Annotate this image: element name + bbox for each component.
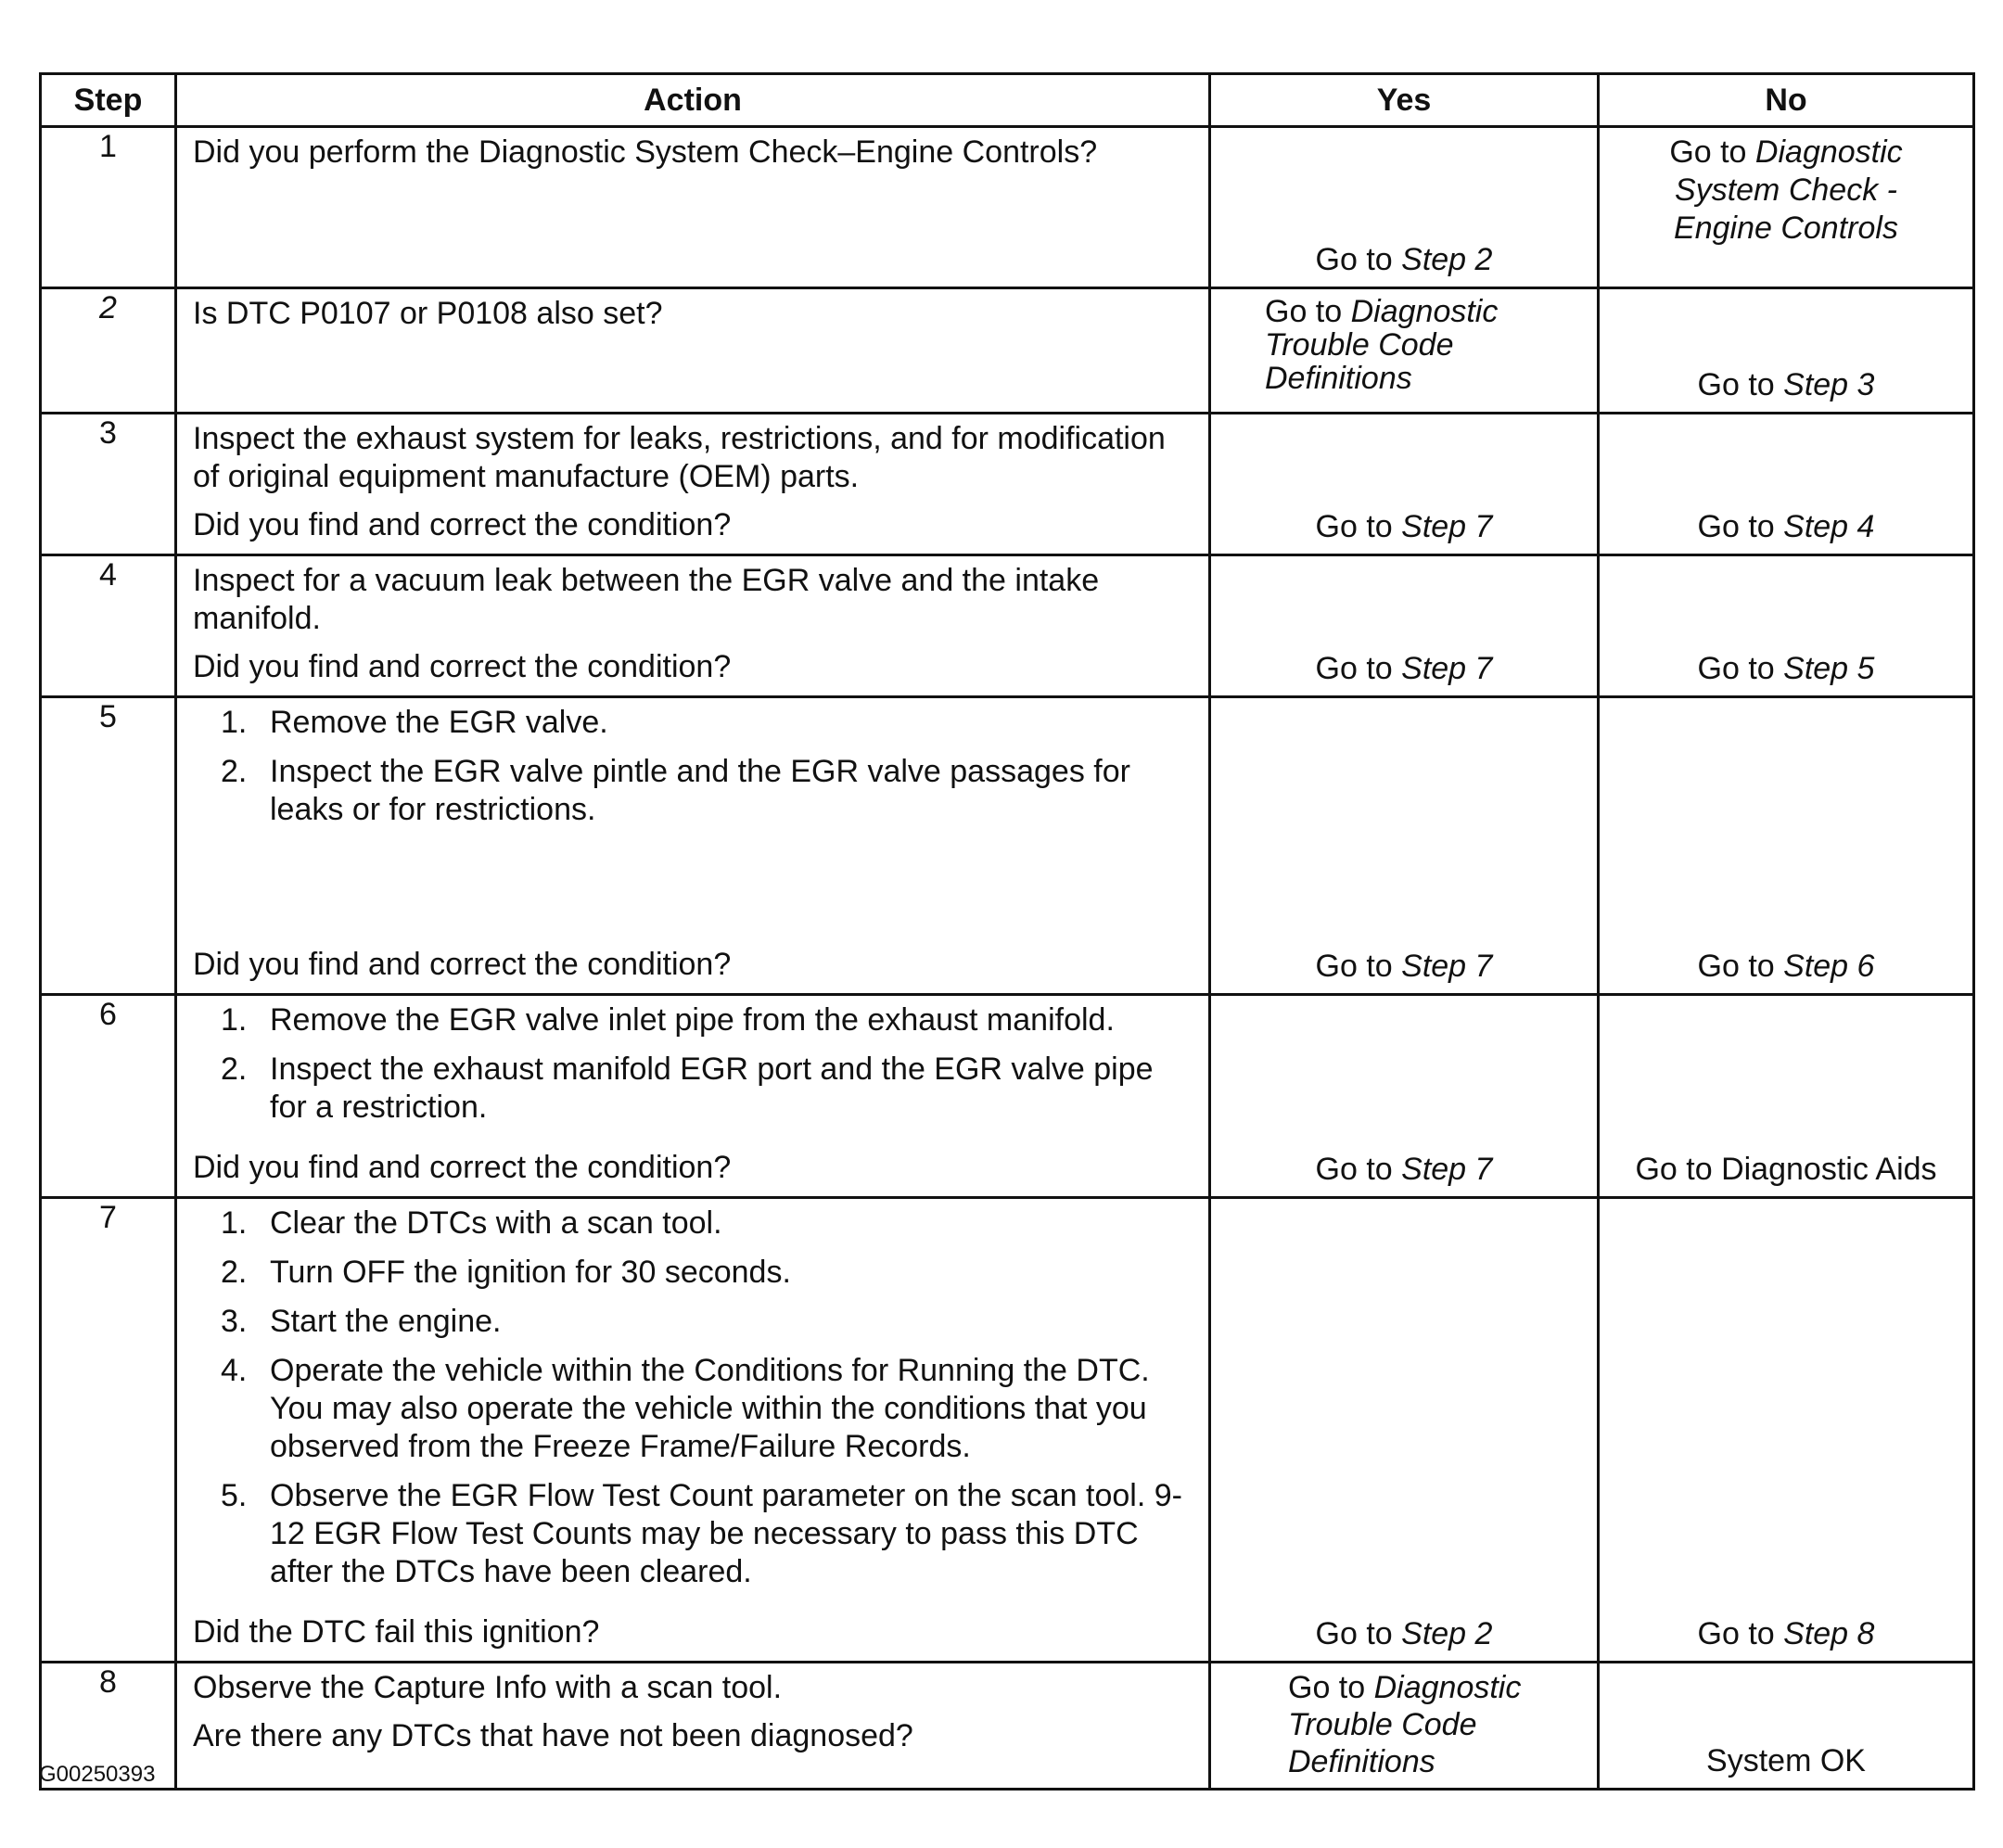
action-text: Inspect the exhaust system for leaks, restrictions, and for modification of original equipment manufacture (OEM) parts. — [193, 421, 1166, 494]
yes-cell — [1210, 555, 1599, 697]
action-cell — [176, 1663, 1210, 1790]
list-item: 3. Start the engine. — [221, 1304, 502, 1339]
no-cell — [1599, 697, 1974, 995]
substep-list — [193, 1204, 1195, 1602]
header-step: Step — [41, 74, 176, 127]
action-text: Observe the Capture Info with a scan tool. — [193, 1670, 783, 1705]
action-question: Did the DTC fail this ignition? — [193, 1614, 600, 1650]
yes-cell — [1210, 1663, 1599, 1790]
step-number: 3 — [41, 414, 176, 555]
no-ref: Step 3 — [1783, 367, 1875, 402]
no-prefix: Go to — [1697, 651, 1784, 686]
no-ref: Diagnostic System Check - Engine Controls — [1674, 134, 1903, 246]
yes-prefix: Go to — [1315, 949, 1402, 984]
yes-ref: Step 2 — [1401, 242, 1493, 277]
list-item: 5. Observe the EGR Flow Test Count parameter on the scan tool. 9-12 EGR Flow Test Counts may be necessary to pass this DTC after the DTCs have been cleared. — [221, 1478, 1182, 1589]
action-question: Did you find and correct the condition? — [193, 649, 732, 684]
substep-list — [193, 704, 1195, 840]
list-item: 1. Remove the EGR valve inlet pipe from the exhaust manifold. — [221, 1002, 1115, 1038]
no-cell — [1599, 127, 1974, 288]
yes-ref: Step 7 — [1401, 1152, 1493, 1187]
no-cell — [1599, 995, 1974, 1198]
list-item: 1. Remove the EGR valve. — [221, 705, 608, 740]
action-cell — [176, 555, 1210, 697]
substep-list — [193, 1001, 1195, 1138]
list-item: 2. Turn OFF the ignition for 30 seconds. — [221, 1255, 791, 1290]
no-prefix: Go to Diagnostic Aids — [1635, 1152, 1937, 1187]
no-ref: Step 8 — [1783, 1616, 1875, 1651]
table-row — [41, 555, 1974, 697]
list-item: 2. Inspect the exhaust manifold EGR port and the EGR valve pipe for a restriction. — [221, 1051, 1154, 1125]
step-number: 5 — [41, 697, 176, 995]
no-prefix: Go to — [1669, 134, 1755, 170]
figure-code: G00250393 — [39, 1762, 156, 1787]
yes-cell — [1210, 995, 1599, 1198]
yes-cell — [1210, 127, 1599, 288]
action-cell — [176, 414, 1210, 555]
no-prefix: System OK — [1706, 1743, 1866, 1778]
action-cell — [176, 1198, 1210, 1663]
no-cell — [1599, 555, 1974, 697]
no-prefix: Go to — [1697, 509, 1784, 544]
no-cell — [1599, 1663, 1974, 1790]
diagnostic-table — [39, 72, 1975, 1791]
list-item: 2. Inspect the EGR valve pintle and the EGR valve passages for leaks or for restrictions. — [221, 754, 1130, 827]
list-item: 1. Clear the DTCs with a scan tool. — [221, 1205, 722, 1241]
no-ref: Step 5 — [1783, 651, 1875, 686]
yes-ref: Step 2 — [1401, 1616, 1493, 1651]
table-row — [41, 288, 1974, 414]
no-prefix: Go to — [1697, 949, 1784, 984]
no-ref: Step 4 — [1783, 509, 1875, 544]
header-row — [41, 74, 1974, 127]
table-row — [41, 127, 1974, 288]
yes-cell — [1210, 697, 1599, 995]
table-row — [41, 414, 1974, 555]
action-question: Did you find and correct the condition? — [193, 1150, 732, 1185]
action-question: Are there any DTCs that have not been diagnosed? — [193, 1718, 913, 1753]
yes-prefix: Go to — [1315, 1616, 1402, 1651]
step-number: 2 — [41, 288, 176, 414]
yes-prefix: Go to — [1315, 242, 1402, 277]
no-cell — [1599, 1198, 1974, 1663]
yes-cell — [1210, 288, 1599, 414]
header-no: No — [1599, 74, 1974, 127]
step-number: 4 — [41, 555, 176, 697]
action-question: Did you find and correct the condition? — [193, 507, 732, 542]
no-prefix: Go to — [1697, 367, 1784, 402]
no-ref: Step 6 — [1783, 949, 1875, 984]
yes-prefix: Go to — [1265, 294, 1351, 329]
table-row — [41, 1663, 1974, 1790]
yes-ref: Diagnostic Trouble Code Definitions — [1288, 1670, 1522, 1779]
action-cell — [176, 288, 1210, 414]
action-text: Is DTC P0107 or P0108 also set? — [193, 296, 663, 331]
step-number: 8 — [41, 1663, 176, 1790]
yes-prefix: Go to — [1315, 1152, 1402, 1187]
no-cell — [1599, 288, 1974, 414]
yes-prefix: Go to — [1315, 651, 1402, 686]
yes-cell — [1210, 414, 1599, 555]
action-text: Inspect for a vacuum leak between the EGR valve and the intake manifold. — [193, 563, 1100, 636]
yes-ref: Step 7 — [1401, 509, 1493, 544]
yes-ref: Step 7 — [1401, 651, 1493, 686]
action-cell — [176, 697, 1210, 995]
step-number: 6 — [41, 995, 176, 1198]
yes-prefix: Go to — [1288, 1670, 1374, 1705]
yes-cell — [1210, 1198, 1599, 1663]
yes-prefix: Go to — [1315, 509, 1402, 544]
action-question: Did you find and correct the condition? — [193, 947, 732, 982]
action-text: Did you perform the Diagnostic System Check–Engine Controls? — [193, 134, 1098, 170]
table-row — [41, 1198, 1974, 1663]
list-item: 4. Operate the vehicle within the Conditions for Running the DTC. You may also operate the vehicle within the conditions that you observed from the Freeze Frame/Failure Records. — [221, 1353, 1150, 1464]
header-yes: Yes — [1210, 74, 1599, 127]
action-cell — [176, 127, 1210, 288]
table-row — [41, 995, 1974, 1198]
table-row — [41, 697, 1974, 995]
no-cell — [1599, 414, 1974, 555]
action-cell — [176, 995, 1210, 1198]
header-action: Action — [176, 74, 1210, 127]
step-number: 7 — [41, 1198, 176, 1663]
yes-ref: Diagnostic Trouble Code Definitions — [1265, 294, 1499, 396]
step-number: 1 — [41, 127, 176, 288]
no-prefix: Go to — [1697, 1616, 1784, 1651]
yes-ref: Step 7 — [1401, 949, 1493, 984]
